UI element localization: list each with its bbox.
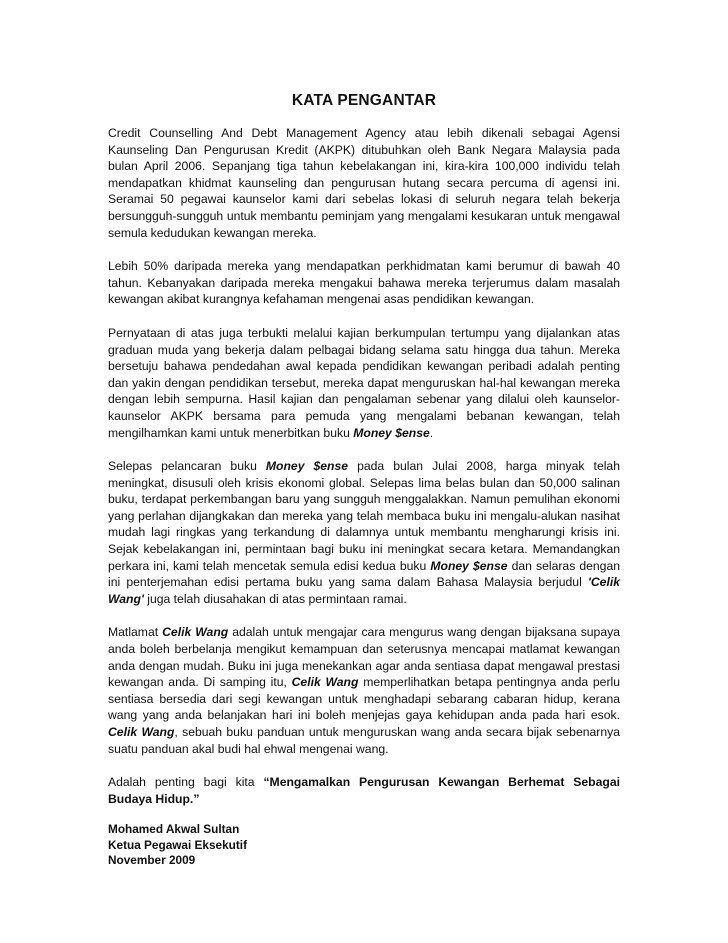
- document-page: [108, 92, 620, 868]
- paragraph-launch: [108, 458, 620, 607]
- paragraph-launch-text-1: Selepas pelancaran buku: [108, 459, 266, 474]
- paragraph-launch-text-2: pada bulan Julai 2008, harga minyak telah meningkat, disusuli oleh krisis ekonomi global. Selepas lima belas bulan dan 50,000 salinan buku, terdapat perkembangan baru yang sungguh menggalakkan. Namun pemulihan ekonomi yang perlahan dijangkakan dan mereka yang telah membaca buku ini mengalu-alukan nasihat mudah lagi ringkas yang terkandung di dalamnya untuk membantu mengharungi krisis ini. Sejak kebelakangan ini, permintaan bagi buku ini meningkat secara ketara. Memandangkan perkara ini, kami telah mencetak semula edisi kedua buku: [108, 459, 620, 573]
- signature-date: November 2009: [108, 852, 196, 867]
- paragraph-goal: [108, 624, 620, 757]
- paragraph-goal-text-4: , sebuah buku panduan untuk menguruskan wang anda secara bijak sebenarnya suatu panduan akal budi hal ehwal mengenai wang.: [108, 725, 621, 756]
- book-title-money-sense: Money $ense: [430, 558, 508, 573]
- book-title-celik-wang: 'Celik Wang': [108, 575, 620, 606]
- book-title-money-sense: Money $ense: [265, 459, 349, 474]
- paragraph-motto-text: Adalah penting bagi kita: [108, 775, 264, 790]
- paragraph-goal-text-2: adalah untuk mengajar cara mengurus wang dengan bijaksana supaya anda boleh berbelanja mengikut kemampuan dan seterusnya mencapai matlamat kewangan anda dengan mudah. Buku ini juga menekankan agar anda sentiasa dapat mengawal prestasi kewangan anda. Di samping itu,: [108, 625, 620, 690]
- paragraph-statistics: Lebih 50% daripada mereka yang mendapatkan perkhidmatan kami berumur di bawah 40 tahun. Kebanyakan daripada mereka mengakui bahawa mereka terjerumus dalam masalah kewangan akibat kurangnya kefahaman mengenai asas pendidikan kewangan.: [108, 259, 620, 307]
- paragraph-study: [108, 325, 620, 441]
- paragraph-launch-text-4: juga telah diusahakan di atas permintaan ramai.: [143, 591, 407, 606]
- paragraph-launch-text-3: dan selaras dengan ini penterjemahan edisi pertama buku yang sama dalam Bahasa Malaysia berjudul: [108, 558, 621, 590]
- paragraph-study-end: .: [429, 425, 434, 440]
- paragraph-study-text: Pernyataan di atas juga terbukti melalui kajian berkumpulan tertumpu yang dijalankan atas graduan muda yang bekerja dalam pelbagai bidang selama satu hingga dua tahun. Mereka bersetuju bahawa pendedahan awal kepada pendidikan kewangan peribadi adalah penting dan yakin dengan pendidikan tersebut, mereka dapat menguruskan hal-hal kewangan mereka dengan lebih sempurna. Hasil kajian dan pengalaman sebenar yang dilalui oleh kaunselor-kaunselor AKPK bersama para pemuda yang mengalami bebanan kewangan, telah mengilhamkan kami untuk menerbitkan buku: [108, 325, 620, 440]
- book-title-money-sense: Money $ense: [353, 425, 430, 440]
- paragraph-goal-text-1: Matlamat: [108, 625, 163, 640]
- book-title-celik-wang: Celik Wang: [108, 725, 175, 739]
- paragraph-motto: [108, 774, 620, 807]
- page-title: KATA PENGANTAR: [291, 92, 437, 109]
- signatory-name: Mohamed Akwal Sultan: [108, 822, 240, 837]
- signature-block: [108, 822, 620, 868]
- book-title-celik-wang: Celik Wang: [291, 675, 359, 690]
- paragraph-goal-text-3: memperlihatkan betapa pentingnya anda perlu sentiasa bersedia dari segi kewangan untuk menghadapi sebarang cabaran hidup, kerana wang yang anda belanjakan hari ini boleh menjejas gaya kehidupan anda pada hari esok.: [108, 675, 621, 723]
- motto-quote: “Mengamalkan Pengurusan Kewangan Berhemat Sebagai Budaya Hidup.”: [108, 775, 620, 806]
- paragraph-intro: Credit Counselling And Debt Management Agency atau lebih dikenali sebagai Agensi Kaunseling Dan Pengurusan Kredit (AKPK) ditubuhkan oleh Bank Negara Malaysia pada bulan April 2006. Sepanjang tiga tahun kebelakangan ini, kira-kira 100,000 individu telah mendapatkan khidmat kaunseling dan pengurusan hutang secara percuma di agensi ini. Seramai 50 pegawai kaunselor kami dari sebelas lokasi di seluruh negara telah bekerja bersungguh-sungguh untuk membantu peminjam yang mengalami kesukaran untuk mengawal semula kedudukan kewangan mereka.: [108, 126, 620, 240]
- signatory-role: Ketua Pegawai Eksekutif: [108, 837, 247, 852]
- book-title-celik-wang: Celik Wang: [162, 625, 229, 640]
